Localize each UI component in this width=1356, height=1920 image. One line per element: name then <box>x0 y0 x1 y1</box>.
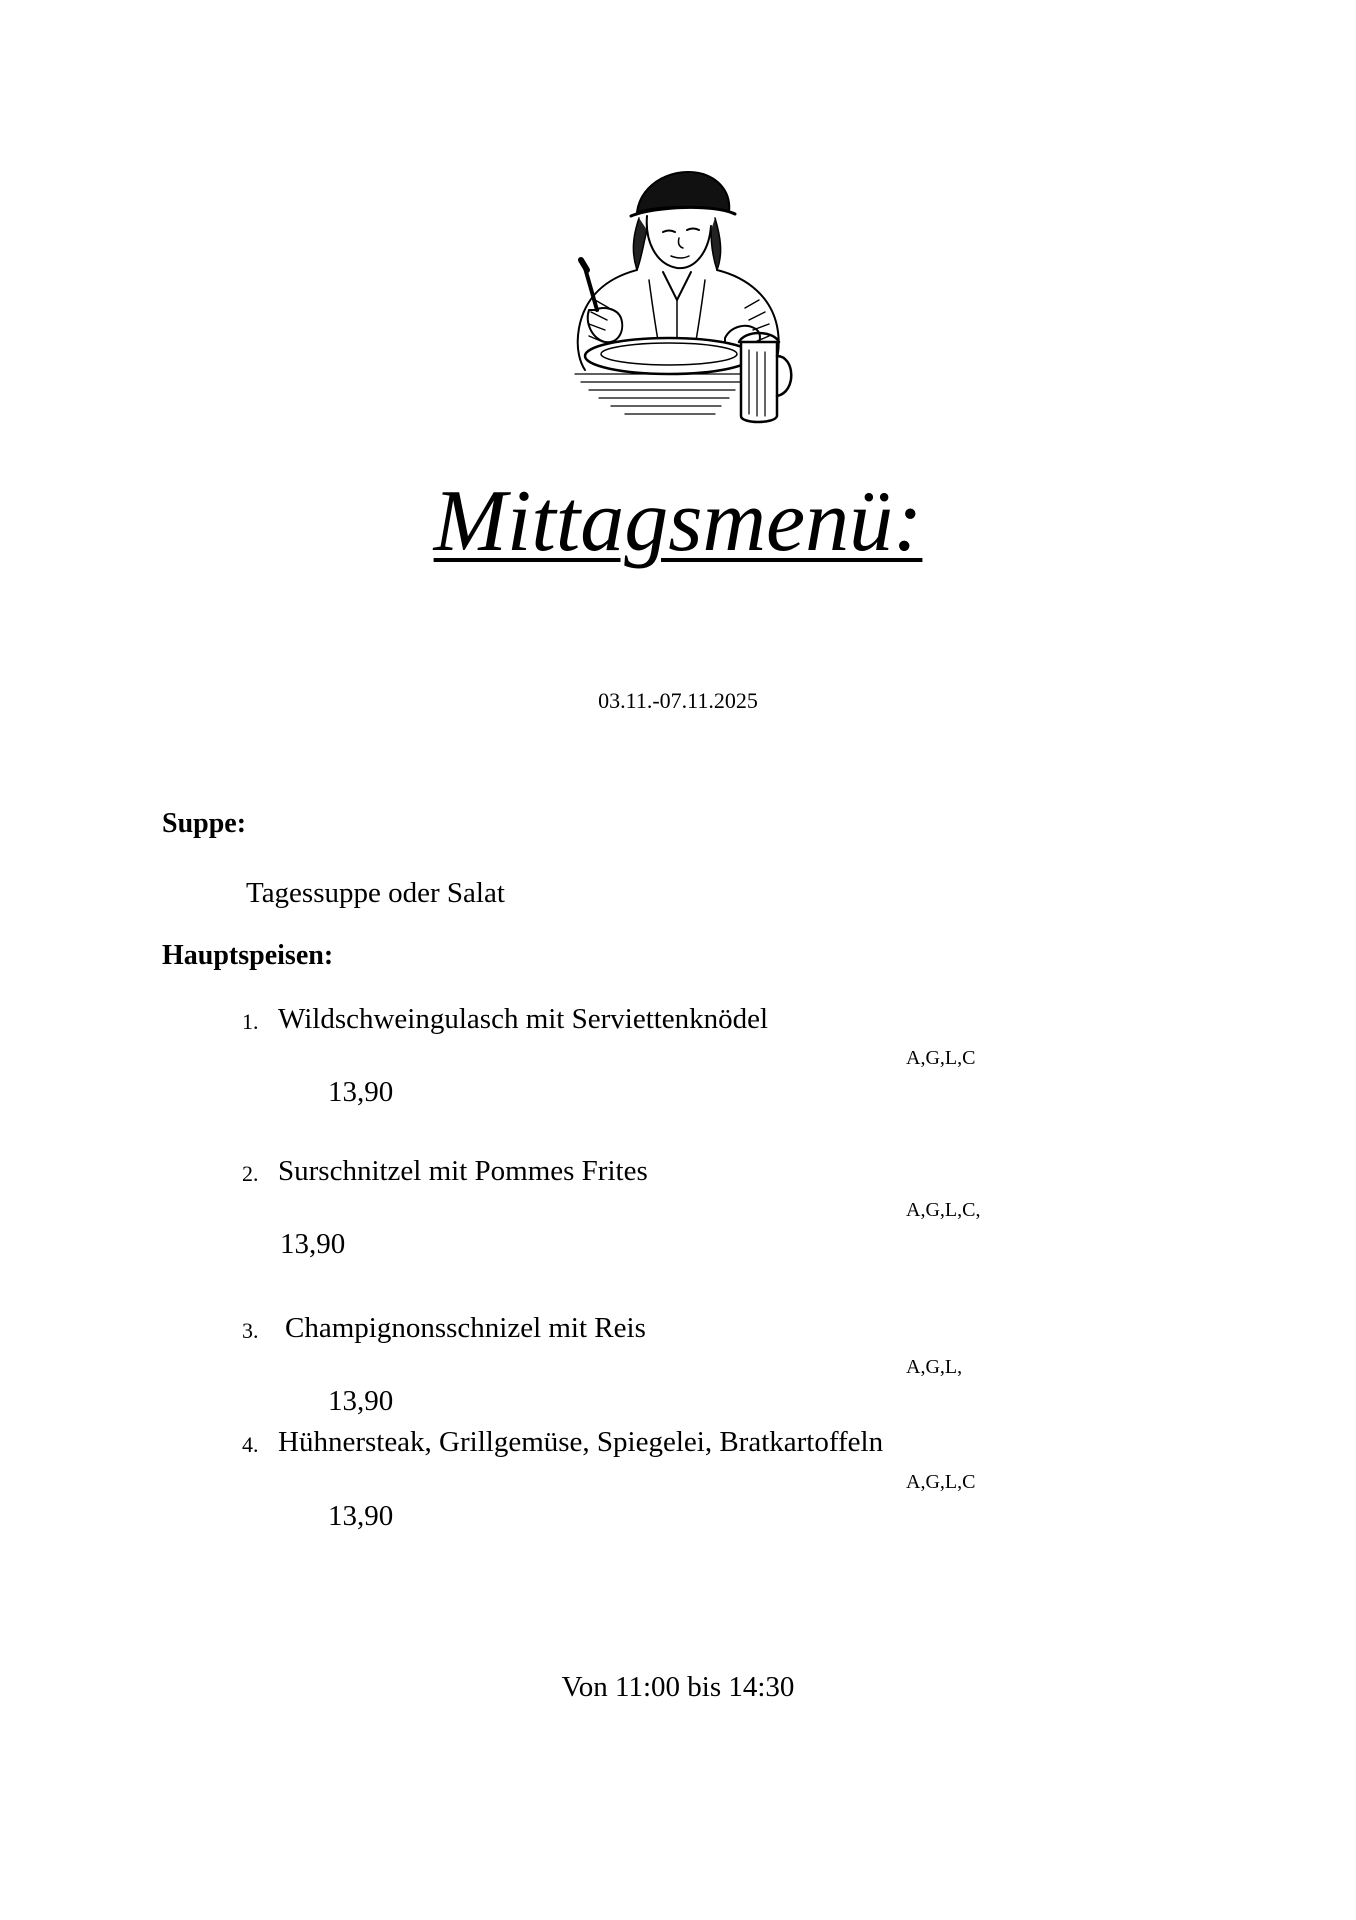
item-price: 13,90 <box>328 1385 394 1417</box>
date-range: 03.11.-07.11.2025 <box>598 688 758 713</box>
mains-heading: Hauptspeisen: <box>162 940 334 971</box>
item-allergens: A,G,L,C <box>906 1471 976 1493</box>
item-number: 3. <box>242 1318 259 1343</box>
soup-heading: Suppe: <box>162 808 247 839</box>
item-price: 13,90 <box>328 1500 394 1532</box>
soup-text: Tagessuppe oder Salat <box>246 877 505 909</box>
diner-illustration-icon <box>545 160 825 440</box>
item-name: Champignonsschnizel mit Reis <box>285 1312 646 1344</box>
menu-title <box>0 472 1356 572</box>
item-allergens: A,G,L, <box>906 1356 963 1378</box>
item-name: Hühnersteak, Grillgemüse, Spiegelei, Bratkartoffeln <box>278 1426 884 1458</box>
item-price: 13,90 <box>328 1076 394 1108</box>
item-allergens: A,G,L,C <box>906 1047 976 1069</box>
item-number: 1. <box>242 1009 259 1034</box>
opening-hours: Von 11:00 bis 14:30 <box>561 1671 795 1703</box>
item-number: 4. <box>242 1432 259 1457</box>
item-number: 2. <box>242 1161 259 1186</box>
item-name: Surschnitzel mit Pommes Frites <box>278 1155 648 1187</box>
item-name: Wildschweingulasch mit Serviettenknödel <box>278 1003 769 1035</box>
item-allergens: A,G,L,C, <box>906 1199 981 1221</box>
menu-title-text: Mittagsmenü: <box>433 473 923 570</box>
item-price: 13,90 <box>280 1228 346 1260</box>
